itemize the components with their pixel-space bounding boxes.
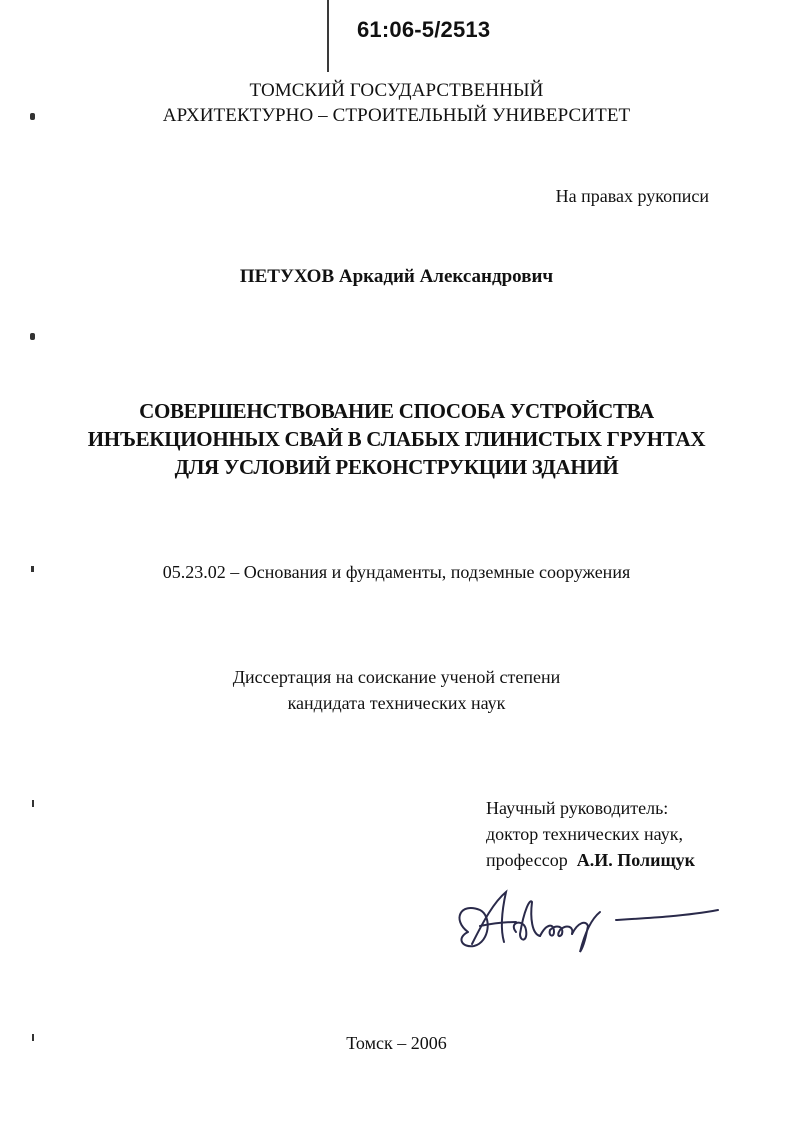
degree-line-1: Диссертация на соискание ученой степени <box>232 667 561 687</box>
supervisor-degree: доктор технических наук, <box>486 824 683 844</box>
supervisor-block <box>486 795 695 873</box>
city-year: Томск – 2006 <box>346 1033 447 1053</box>
title-line-2: ИНЪЕКЦИОННЫХ СВАЙ В СЛАБЫХ ГЛИНИСТЫХ ГРУНТАХ <box>87 427 706 451</box>
supervisor-position: профессор <box>486 850 568 870</box>
specialty-code: 05.23.02 – Основания и фундаменты, подземные сооружения <box>162 562 631 582</box>
university-line-2: АРХИТЕКТУРНО – СТРОИТЕЛЬНЫЙ УНИВЕРСИТЕТ <box>162 105 631 126</box>
manuscript-rights-note: На правах рукописи <box>555 186 709 206</box>
dissertation-title <box>0 397 793 481</box>
title-line-3: ДЛЯ УСЛОВИЙ РЕКОНСТРУКЦИИ ЗДАНИЙ <box>174 455 619 479</box>
university-line-1: ТОМСКИЙ ГОСУДАРСТВЕННЫЙ <box>249 80 544 101</box>
supervisor-name: А.И. Полищук <box>576 850 696 870</box>
author-name: ПЕТУХОВ Аркадий Александрович <box>239 266 554 287</box>
supervisor-title-line <box>486 847 695 873</box>
degree-statement <box>0 664 793 716</box>
university-name <box>0 78 793 128</box>
supervisor-label: Научный руководитель: <box>486 798 669 818</box>
scan-mark <box>30 333 35 340</box>
scan-margin-line <box>327 0 329 72</box>
scan-mark <box>32 800 34 807</box>
degree-line-2: кандидата технических наук <box>287 693 506 713</box>
title-line-1: СОВЕРШЕНСТВОВАНИЕ СПОСОБА УСТРОЙСТВА <box>139 399 654 423</box>
handwritten-signature <box>450 880 730 960</box>
archive-stamp-number: 61:06-5/2513 <box>357 17 491 42</box>
